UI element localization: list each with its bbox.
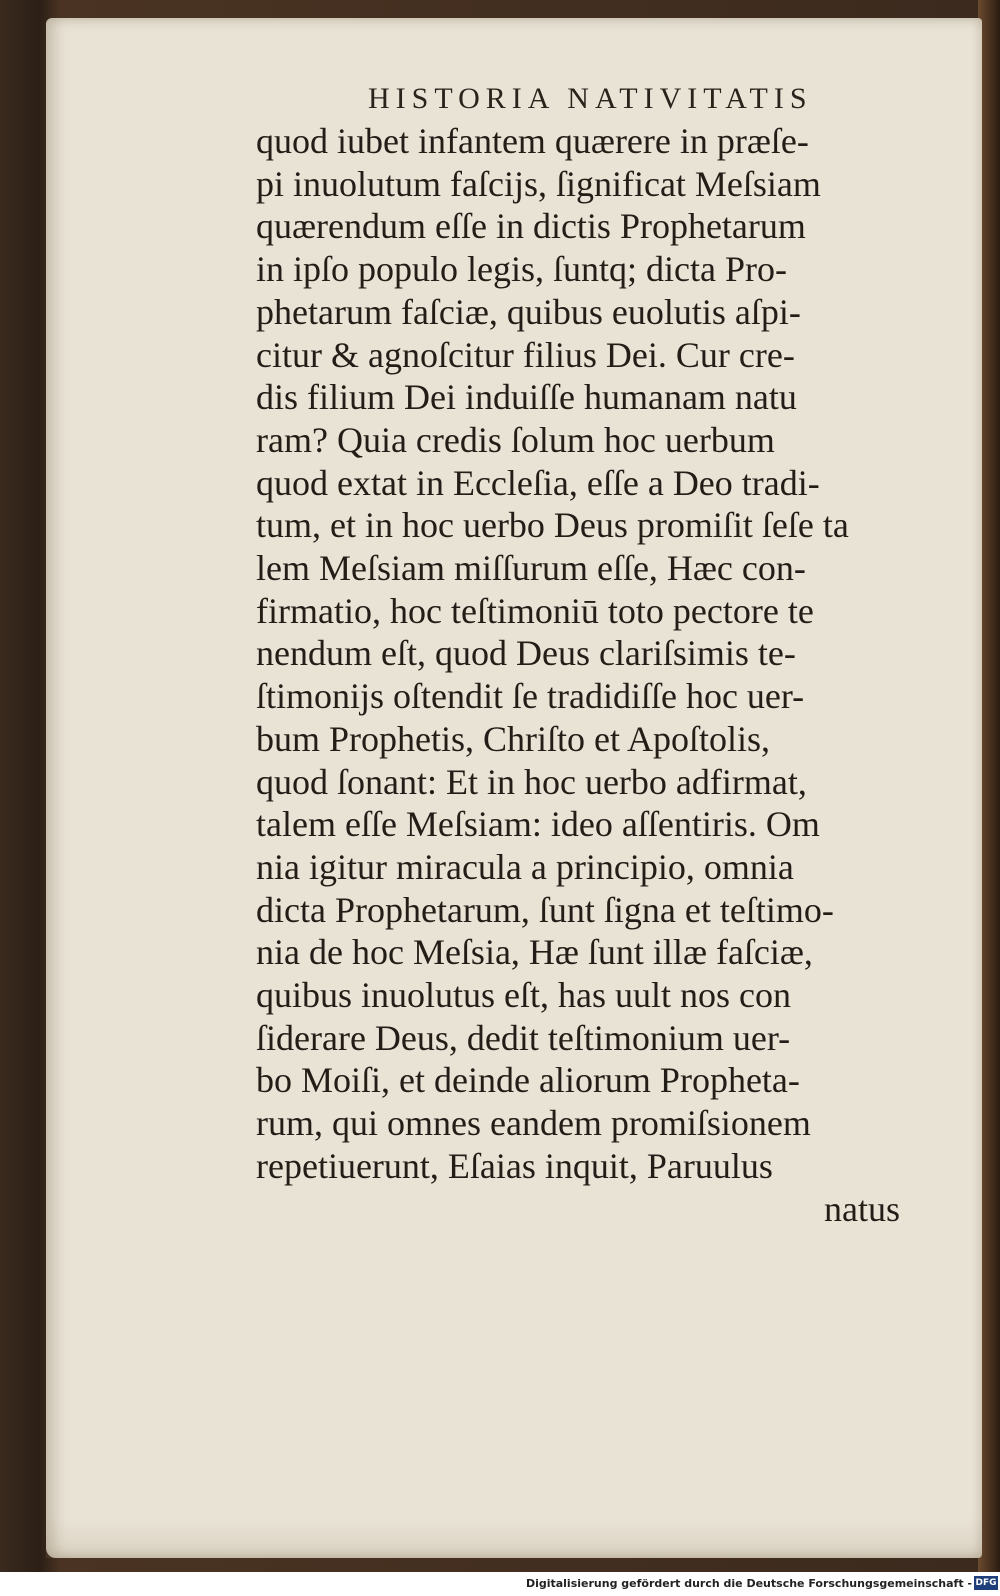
text-line: in ipſo populo legis, ſuntq; dicta Pro- bbox=[256, 249, 787, 290]
text-line: talem eſſe Meſsiam: ideo aſſentiris. Om bbox=[256, 804, 820, 845]
text-line: quod ſonant: Et in hoc uerbo adfirmat, bbox=[256, 761, 807, 802]
text-line: nia de hoc Meſsia, Hæ ſunt illæ faſciæ, bbox=[256, 932, 813, 973]
text-line: quod extat in Eccleſia, eſſe a Deo tradi- bbox=[256, 462, 820, 503]
text-line: nia igitur miracula a principio, omnia bbox=[256, 846, 794, 887]
text-line: pi inuolutum faſcijs, ſignificat Meſsiam bbox=[256, 163, 821, 204]
text-line: bo Moiſi, et deinde aliorum Propheta- bbox=[256, 1060, 800, 1101]
text-line: firmatio, hoc teſtimoniū toto pectore te bbox=[256, 590, 814, 631]
text-line: phetarum faſciæ, quibus euolutis aſpi- bbox=[256, 291, 801, 332]
text-line: tum, et in hoc uerbo Deus promiſit ſeſe ta bbox=[256, 505, 849, 546]
text-line: ſtimonijs oſtendit ſe tradidiſſe hoc uer- bbox=[256, 676, 805, 717]
text-line: quibus inuolutus eſt, has uult nos con bbox=[256, 975, 791, 1016]
text-block bbox=[256, 120, 956, 1230]
text-line: ram? Quia credis ſolum hoc uerbum bbox=[256, 419, 775, 460]
text-line: ſiderare Deus, dedit teſtimonium uer- bbox=[256, 1017, 791, 1058]
running-head: HISTORIA NATIVITATIS bbox=[368, 82, 813, 115]
catchword: natus bbox=[824, 1188, 900, 1229]
text-line: repetiuerunt, Eſaias inquit, Paruulus bbox=[256, 1145, 773, 1186]
text-line: dicta Prophetarum, ſunt ſigna et teſtimo- bbox=[256, 889, 834, 930]
text-line: quærendum eſſe in dictis Prophetarum bbox=[256, 206, 806, 247]
footer-credit: Digitalisierung gefördert durch die Deutsche Forschungsgemeinschaft - bbox=[525, 1577, 972, 1590]
text-line: lem Meſsiam miſſurum eſſe, Hæc con- bbox=[256, 548, 806, 589]
text-line: citur & agnoſcitur filius Dei. Cur cre- bbox=[256, 334, 795, 375]
text-line: dis filium Dei induiſſe humanam natu bbox=[256, 377, 797, 418]
dfg-logo: DFG bbox=[975, 1578, 997, 1588]
text-line: quod iubet infantem quærere in præſe- bbox=[256, 121, 809, 161]
text-line: nendum eſt, quod Deus clariſsimis te- bbox=[256, 633, 796, 674]
text-line: bum Prophetis, Chriſto et Apoſtolis, bbox=[256, 718, 771, 759]
text-line: rum, qui omnes eandem promiſsionem bbox=[256, 1103, 811, 1144]
